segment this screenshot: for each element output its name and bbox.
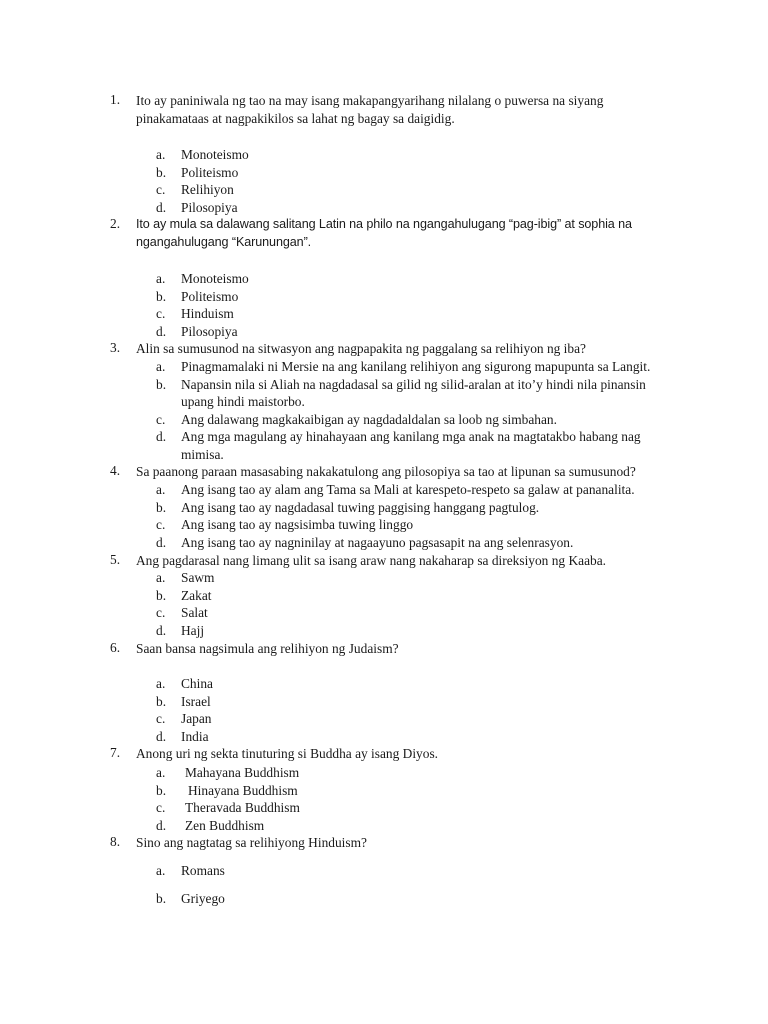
option-text: Ang isang tao ay nagninilay at nagaayuno pagsasapit na ang selenrasyon. [181, 534, 574, 550]
option-a [156, 862, 676, 880]
option-text: Hinduism [181, 306, 234, 322]
option-letter: a. [156, 482, 166, 497]
option-a [156, 569, 676, 587]
options-1 [156, 146, 676, 216]
option-c [156, 305, 676, 323]
option-text: Theravada Buddhism [185, 800, 300, 816]
option-letter: b. [156, 890, 167, 906]
question-8 [110, 834, 670, 852]
question-text: Saan bansa nagsimula ang relihiyon ng Judaism? [136, 641, 399, 656]
option-a [156, 270, 676, 288]
option-letter: c. [156, 182, 166, 198]
option-letter: c. [156, 411, 166, 427]
option-d [156, 622, 676, 640]
options-7 [156, 764, 676, 834]
option-c [156, 710, 676, 728]
option-letter: d. [156, 622, 167, 638]
question-text: Anong uri ng sekta tinuturing si Buddha ay isang Diyos. [136, 746, 439, 761]
question-text: Sa paanong paraan masasabing nakakatulong ang pilosopiya sa tao at lipunan sa sumusunod? [136, 464, 636, 479]
option-text: Zen Buddhism [185, 817, 265, 833]
option-letter: d. [156, 728, 167, 744]
option-text: Hajj [181, 622, 205, 638]
option-letter: c. [156, 306, 166, 322]
option-text: Zakat [181, 587, 212, 603]
option-text: Politeismo [181, 288, 239, 304]
option-text: Ang isang tao ay alam ang Tama sa Mali at karespeto-respeto sa galaw at pananalita. [181, 482, 635, 497]
question-number: 5. [110, 552, 121, 567]
option-letter: b. [156, 587, 167, 603]
options-6 [156, 675, 676, 745]
option-text: Ang isang tao ay nagdadasal tuwing paggising hanggang pagtulog. [181, 499, 540, 515]
question-1 [110, 92, 670, 127]
option-text: Monoteismo [181, 271, 249, 286]
option-a [156, 146, 676, 164]
option-a [156, 764, 676, 782]
question-text: Sino ang nagtatag sa relihiyong Hinduism? [136, 835, 367, 850]
option-letter: c. [156, 517, 166, 533]
question-text: Alin sa sumusunod na sitwasyon ang nagpapakita ng paggalang sa relihiyon ng iba? [136, 341, 586, 356]
option-text: Hinayana Buddhism [188, 782, 298, 798]
option-letter: d. [156, 199, 167, 215]
option-text: India [181, 728, 209, 744]
option-text: Salat [181, 605, 208, 621]
option-text: Pilosopiya [181, 199, 238, 215]
option-text: Relihiyon [181, 182, 234, 198]
question-3 [110, 340, 670, 358]
option-c [156, 411, 676, 429]
options-3 [156, 358, 676, 464]
option-text: Japan [181, 711, 212, 727]
option-letter: d. [156, 817, 167, 833]
option-text: Pinagmamalaki ni Mersie na ang kanilang relihiyon ang sigurong mapupunta sa Langit. [181, 359, 651, 374]
option-d [156, 428, 676, 463]
option-text: Pilosopiya [181, 323, 238, 339]
option-text: Ang dalawang magkakaibigan ay nagdadaldalan sa loob ng simbahan. [181, 411, 557, 427]
question-5 [110, 552, 670, 570]
option-letter: a. [156, 359, 166, 374]
question-number: 2. [110, 216, 121, 231]
option-text: Ang isang tao ay nagsisimba tuwing linggo [181, 517, 414, 533]
question-6 [110, 640, 670, 658]
option-letter: c. [156, 800, 166, 816]
option-text: Mahayana Buddhism [185, 765, 300, 780]
option-b [156, 693, 676, 711]
option-text: Griyego [181, 890, 225, 906]
option-b [156, 499, 676, 517]
options-5 [156, 569, 676, 639]
option-letter: a. [156, 863, 166, 878]
option-d [156, 728, 676, 746]
option-letter: b. [156, 288, 167, 304]
option-letter: a. [156, 676, 166, 691]
option-text: Israel [181, 693, 211, 709]
option-letter: c. [156, 711, 166, 727]
option-letter: d. [156, 323, 167, 339]
option-letter: c. [156, 605, 166, 621]
option-text: Politeismo [181, 164, 239, 180]
option-a [156, 481, 676, 499]
option-a [156, 675, 676, 693]
option-d [156, 199, 676, 217]
question-number: 8. [110, 834, 121, 849]
question-number: 7. [110, 745, 121, 760]
option-letter: b. [156, 499, 167, 515]
option-c [156, 799, 676, 817]
options-2 [156, 270, 676, 340]
options-8 [156, 862, 676, 907]
question-text: Ito ay paniniwala ng tao na may isang makapangyarihang nilalang o puwersa na siyang pinakamataas at nagpakikilos sa lahat ng bagay sa daigidig. [136, 93, 604, 126]
option-letter: b. [156, 164, 167, 180]
option-b [156, 376, 676, 411]
question-text: Ito ay mula sa dalawang salitang Latin na philo na ngangahulugang “pag-ibig” at sophia na ngangahulugang “Karunungan”. [136, 217, 632, 249]
option-text: Sawm [181, 570, 215, 585]
option-letter: b. [156, 376, 167, 392]
option-c [156, 604, 676, 622]
question-number: 3. [110, 340, 121, 355]
option-letter: b. [156, 782, 167, 798]
option-letter: d. [156, 534, 167, 550]
option-d [156, 323, 676, 341]
option-letter: a. [156, 147, 166, 162]
option-b [156, 890, 676, 908]
option-a [156, 358, 676, 376]
option-b [156, 164, 676, 182]
option-letter: a. [156, 765, 166, 780]
option-letter: d. [156, 429, 167, 445]
option-text: China [181, 676, 213, 691]
option-letter: a. [156, 570, 166, 585]
question-7 [110, 745, 670, 763]
option-text: Napansin nila si Aliah na nagdadasal sa gilid ng silid-aralan at ito’y hindi nila pinansin upang hindi maistorbo. [181, 376, 646, 410]
option-text: Romans [181, 863, 225, 878]
question-text: Ang pagdarasal nang limang ulit sa isang araw nang nakaharap sa direksiyon ng Kaaba. [136, 553, 607, 568]
option-c [156, 516, 676, 534]
question-number: 4. [110, 463, 121, 478]
question-number: 1. [110, 92, 121, 107]
option-d [156, 817, 676, 835]
option-letter: b. [156, 693, 167, 709]
option-letter: a. [156, 271, 166, 286]
question-number: 6. [110, 640, 121, 655]
option-d [156, 534, 676, 552]
option-b [156, 288, 676, 306]
options-4 [156, 481, 676, 551]
option-text: Monoteismo [181, 147, 249, 162]
option-b [156, 587, 676, 605]
option-b [156, 782, 676, 800]
option-c [156, 181, 676, 199]
question-4 [110, 463, 670, 481]
option-text: Ang mga magulang ay hinahayaan ang kanilang mga anak na magtatakbo habang nag mimisa. [181, 429, 641, 462]
question-2 [110, 216, 670, 251]
